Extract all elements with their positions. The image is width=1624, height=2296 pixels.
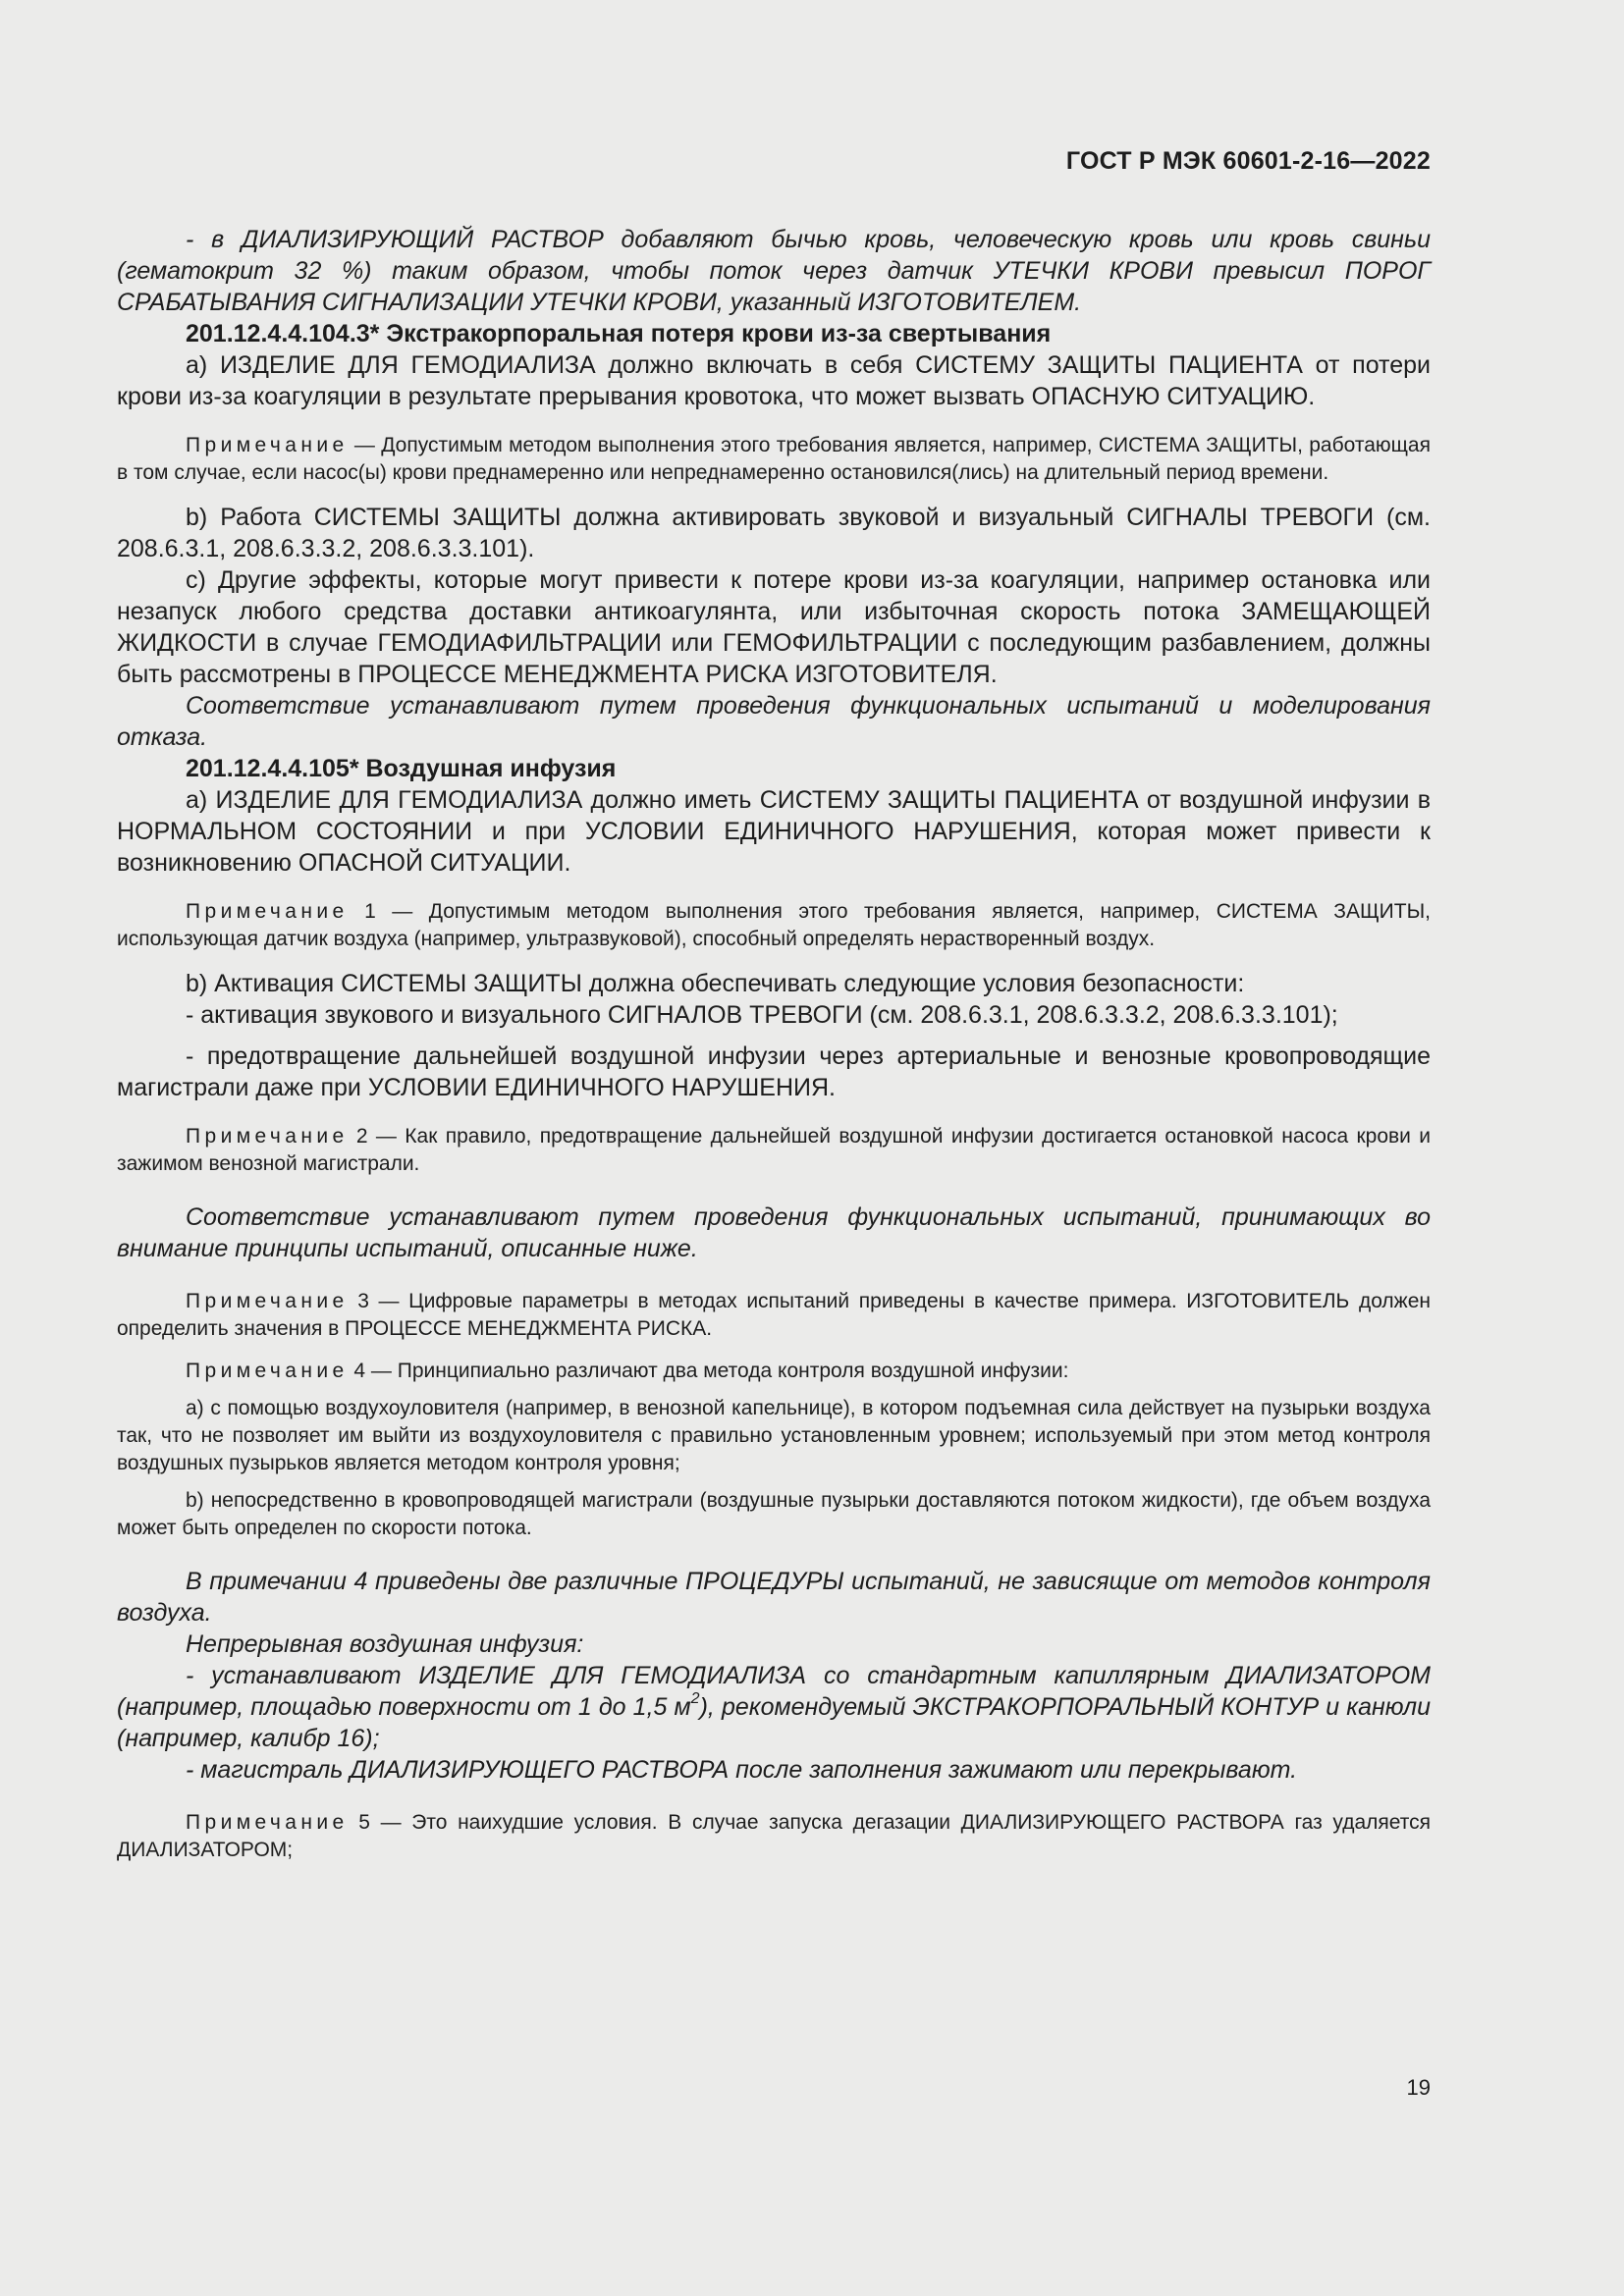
document-body xyxy=(117,224,1431,1864)
paragraph: Непрерывная воздушная инфузия: xyxy=(186,1630,584,1658)
paragraph: c) Другие эффекты, которые могут привести к потере крови из-за коагуляции, например остановка или незапуск любого средства доставки антикоагулянта, или избыточная скорость потока ЗАМЕЩАЮЩЕЙ ЖИДКОСТИ в случае ГЕМОДИАФИЛЬТРАЦИИ или ГЕМОФИЛЬТРАЦИИ с последующим разбавлением, должны быть рассмотрены в ПРОЦЕССЕ МЕНЕДЖМЕНТА РИСКА ИЗГОТОВИТЕЛЯ. xyxy=(117,566,1431,688)
paragraph: - предотвращение дальнейшей воздушной инфузии через артериальные и венозные кровопроводящие магистрали даже при УСЛОВИИ ЕДИНИЧНОГО НАРУШЕНИЯ. xyxy=(117,1042,1431,1101)
paragraph: - активация звукового и визуального СИГНАЛОВ ТРЕВОГИ (см. 208.6.3.1, 208.6.3.3.2, 208.6.3.3.101); xyxy=(186,1001,1338,1029)
note-item: a) с помощью воздухоуловителя (например, в венозной капельнице), в котором подъемная сила действует на пузырьки воздуха так, что не позволяет им выйти из воздухоуловителя с правильно установленным уровнем; используемый при этом метод контроля воздушных пузырьков является методом контроля уровня; xyxy=(117,1397,1431,1474)
section-heading: 201.12.4.4.105* Воздушная инфузия xyxy=(186,755,617,782)
note-label: Примечание xyxy=(186,1290,349,1312)
note xyxy=(117,1123,1431,1178)
paragraph: a) ИЗДЕЛИЕ ДЛЯ ГЕМОДИАЛИЗА должно иметь СИСТЕМУ ЗАЩИТЫ ПАЦИЕНТА от воздушной инфузии в НОРМАЛЬНОМ СОСТОЯНИИ и при УСЛОВИИ ЕДИНИЧНОГО НАРУШЕНИЯ, которая может привести к возникновению ОПАСНОЙ СИТУАЦИИ. xyxy=(117,786,1431,877)
paragraph: a) ИЗДЕЛИЕ ДЛЯ ГЕМОДИАЛИЗА должно включать в себя СИСТЕМУ ЗАЩИТЫ ПАЦИЕНТА от потери крови из-за коагуляции в результате прерывания кровотока, что может вызвать ОПАСНУЮ СИТУАЦИЮ. xyxy=(117,351,1431,410)
note-label: Примечание xyxy=(186,434,349,456)
note-label: Примечание xyxy=(186,1125,349,1148)
paragraph: - в ДИАЛИЗИРУЮЩИЙ РАСТВОР добавляют бычью кровь, человеческую кровь или кровь свиньи (гематокрит 32 %) таким образом, чтобы поток через датчик УТЕЧКИ КРОВИ превысил ПОРОГ СРАБАТЫВАНИЯ СИГНАЛИЗАЦИИ УТЕЧКИ КРОВИ, указанный ИЗГОТОВИТЕЛЕМ. xyxy=(117,226,1431,316)
paragraph: - магистраль ДИАЛИЗИРУЮЩЕГО РАСТВОРА после заполнения зажимают или перекрывают. xyxy=(186,1756,1298,1784)
note-text: 3 — Цифровые параметры в методах испытаний приведены в качестве примера. ИЗГОТОВИТЕЛЬ должен определить значения в ПРОЦЕССЕ МЕНЕДЖМЕНТА РИСКА. xyxy=(117,1290,1431,1340)
paragraph: b) Активация СИСТЕМЫ ЗАЩИТЫ должна обеспечивать следующие условия безопасности: xyxy=(186,970,1245,997)
note xyxy=(117,1288,1431,1343)
note-text: 4 — Принципиально различают два метода контроля воздушной инфузии: xyxy=(348,1360,1069,1382)
note xyxy=(117,1358,1431,1385)
note-text: 5 — Это наихудшие условия. В случае запуска дегазации ДИАЛИЗИРУЮЩЕГО РАСТВОРА газ удаляется ДИАЛИЗАТОРОМ; xyxy=(117,1811,1431,1861)
note-label: Примечание xyxy=(186,1811,349,1834)
superscript: 2 xyxy=(690,1689,700,1707)
note xyxy=(117,898,1431,953)
document-header: ГОСТ Р МЭК 60601-2-16—2022 xyxy=(1065,147,1431,175)
note-label: Примечание xyxy=(186,900,349,923)
paragraph: Соответствие устанавливают путем проведения функциональных испытаний, принимающих во внимание принципы испытаний, описанные ниже. xyxy=(117,1203,1431,1262)
note-item: b) непосредственно в кровопроводящей магистрали (воздушные пузырьки доставляются потоком жидкости), где объем воздуха может быть определен по скорости потока. xyxy=(117,1489,1431,1539)
paragraph: b) Работа СИСТЕМЫ ЗАЩИТЫ должна активировать звуковой и визуальный СИГНАЛЫ ТРЕВОГИ (см. 208.6.3.1, 208.6.3.3.2, 208.6.3.3.101). xyxy=(117,504,1431,562)
paragraph-text: - устанавливают ИЗДЕЛИЕ ДЛЯ ГЕМОДИАЛИЗА со стандартным капиллярным ДИАЛИЗАТОРОМ (например, площадью поверхности от 1 до 1,5 м xyxy=(117,1662,1431,1721)
section-heading: 201.12.4.4.104.3* Экстракорпоральная потеря крови из-за свертывания xyxy=(186,320,1052,347)
page-number: 19 xyxy=(1406,2075,1431,2100)
note xyxy=(117,432,1431,487)
note xyxy=(117,1809,1431,1864)
note-text: 2 — Как правило, предотвращение дальнейшей воздушной инфузии достигается остановкой насоса крови и зажимом венозной магистрали. xyxy=(117,1125,1431,1175)
note-label: Примечание xyxy=(186,1360,349,1382)
paragraph: Соответствие устанавливают путем проведения функциональных испытаний и моделирования отказа. xyxy=(117,692,1431,751)
paragraph: В примечании 4 приведены две различные ПРОЦЕДУРЫ испытаний, не зависящие от методов контроля воздуха. xyxy=(117,1568,1431,1627)
note-text: — Допустимым методом выполнения этого требования является, например, СИСТЕМА ЗАЩИТЫ, работающая в том случае, если насос(ы) крови преднамеренно или непреднамеренно остановился(лись) на длительный период времени. xyxy=(117,434,1431,484)
note-text: 1 — Допустимым методом выполнения этого требования является, например, СИСТЕМА ЗАЩИТЫ, использующая датчик воздуха (например, ультразвуковой), способный определять нерастворенный воздух. xyxy=(117,900,1431,950)
paragraph-text: ), рекомендуемый ЭКСТРАКОРПОРАЛЬНЫЙ КОНТУР и канюли (например, калибр 16); xyxy=(117,1693,1432,1752)
paragraph xyxy=(117,1660,1431,1754)
